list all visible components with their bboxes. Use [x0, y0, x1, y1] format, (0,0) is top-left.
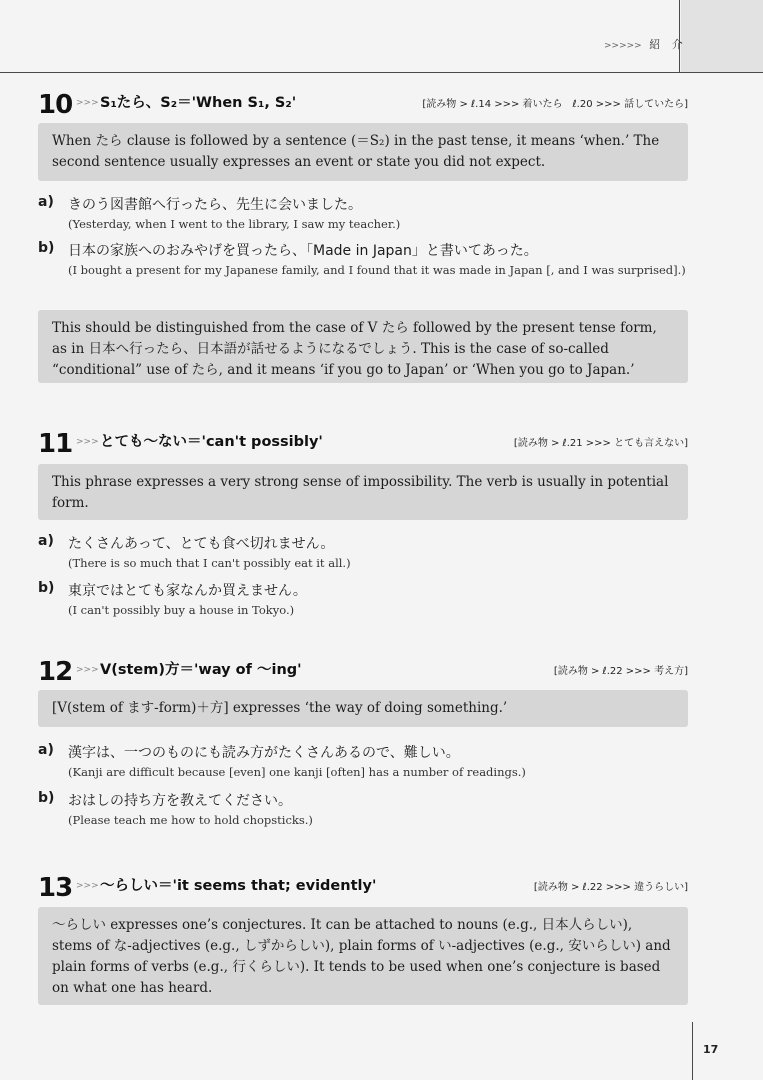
- section-arrows: >>>: [76, 437, 99, 447]
- example-japanese: 日本の家族へのおみやげを買ったら、「Made in Japan」と書いてあった。: [68, 243, 538, 259]
- explanation-box: This phrase expresses a very strong sense of impossibility. The verb is usually in potential form.: [38, 464, 688, 520]
- section-number: 13: [38, 873, 73, 903]
- section-title: ～らしい＝'it seems that; evidently': [100, 878, 377, 894]
- footer-divider: [692, 1022, 693, 1080]
- section-number: 11: [38, 429, 73, 459]
- example-japanese: おはしの持ち方を教えてください。: [68, 793, 292, 809]
- section-title: S₁たら、S₂＝'When S₁, S₂': [100, 95, 297, 111]
- note-box: This should be distinguished from the case of V たら followed by the present tense form, as in 日本へ行ったら、日本語が話せるようになるでしょう. This is the case of so-called “conditional” use of たら, and it means ‘if you go to Japan’ or ‘When you go to Japan.’: [38, 310, 688, 383]
- explanation-box: [V(stem of ます-form)＋方] expresses ‘the way of doing something.’: [38, 690, 688, 727]
- section-13: [38, 873, 688, 1008]
- example-label: a): [38, 533, 54, 549]
- example-label: a): [38, 194, 54, 210]
- reading-reference: [読み物 > ℓ.14 >>> 着いたら ℓ.20 >>> 話していたら]: [422, 99, 688, 110]
- example-label: b): [38, 790, 55, 806]
- example-translation: (Please teach me how to hold chopsticks.): [68, 813, 313, 827]
- section-12: [38, 657, 688, 837]
- example-japanese: きのう図書館へ行ったら、先生に会いました。: [68, 197, 362, 213]
- section-10: [38, 90, 688, 390]
- example-translation: (Kanji are difficult because [even] one kanji [often] has a number of readings.): [68, 765, 526, 779]
- example-translation: (Yesterday, when I went to the library, I saw my teacher.): [68, 217, 401, 231]
- example-label: b): [38, 240, 55, 256]
- section-arrows: >>>: [76, 881, 99, 891]
- header-rule: [0, 72, 763, 73]
- explanation-box: When たら clause is followed by a sentence (＝S₂) in the past tense, it means ‘when.’ The second sentence usually expresses an event or state you did not expect.: [38, 123, 688, 181]
- section-arrows: >>>: [76, 665, 99, 675]
- header-arrows: >>>>>: [604, 41, 642, 51]
- example-japanese: たくさんあって、とても食べ切れません。: [68, 536, 335, 552]
- section-title: とても～ない＝'can't possibly': [100, 434, 323, 450]
- reading-reference: [読み物 > ℓ.22 >>> 違うらしい]: [533, 882, 688, 893]
- example-label: a): [38, 742, 54, 758]
- header-tab: [681, 0, 763, 72]
- section-arrows: >>>: [76, 98, 99, 108]
- section-number: 10: [38, 90, 73, 120]
- section-title: V(stem)方＝'way of ～ing': [100, 662, 302, 678]
- explanation-box: ～らしい expresses one’s conjectures. It can be attached to nouns (e.g., 日本人らしい), stems of な-adjectives (e.g., しずからしい), plain forms of い-adjectives (e.g., 安いらしい) and plain forms of verbs (e.g., 行くらしい). It tends to be used when one’s conjecture is based on what one has heard.: [38, 907, 688, 1005]
- running-header: [604, 36, 687, 52]
- example-translation: (I bought a present for my Japanese family, and I found that it was made in Japan [, and I was surprised].): [68, 263, 686, 277]
- example-translation: (I can't possibly buy a house in Tokyo.): [68, 603, 295, 617]
- section-11: [38, 429, 688, 619]
- section-number: 12: [38, 657, 73, 687]
- page-number: 17: [703, 1043, 719, 1056]
- reading-reference: [読み物 > ℓ.21 >>> とても言えない]: [513, 438, 688, 449]
- reading-reference: [読み物 > ℓ.22 >>> 考え方]: [553, 666, 688, 677]
- example-japanese: 漢字は、一つのものにも読み方がたくさんあるので、難しい。: [68, 745, 460, 761]
- header-label: 紹 介: [649, 38, 687, 51]
- example-translation: (There is so much that I can't possibly eat it all.): [68, 556, 351, 570]
- example-label: b): [38, 580, 55, 596]
- example-japanese: 東京ではとても家なんか買えません。: [68, 583, 307, 599]
